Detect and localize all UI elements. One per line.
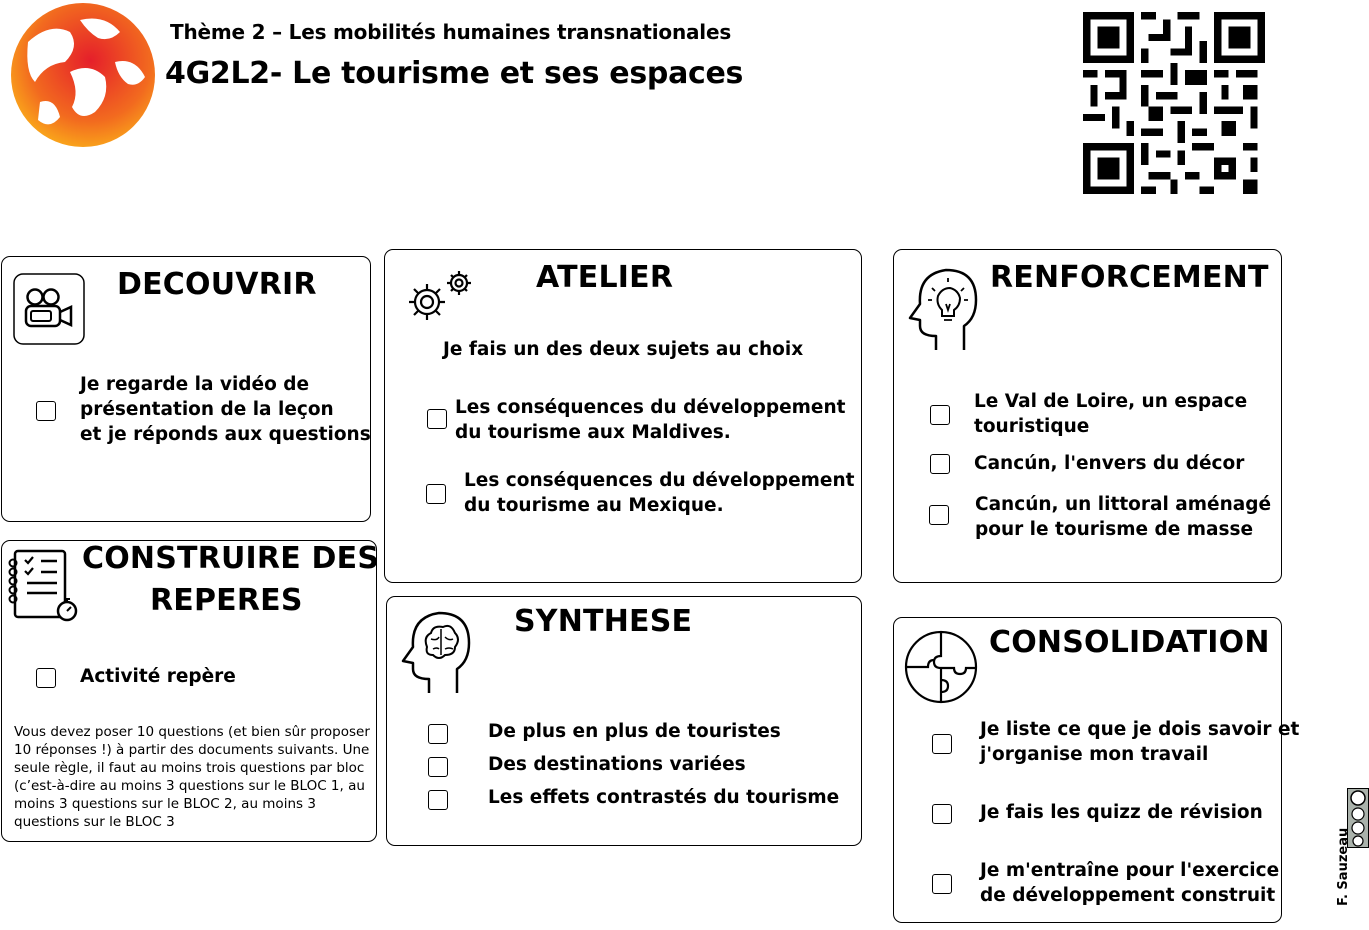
consolidation-checkbox-3[interactable] [932, 874, 952, 894]
renforcement-item-1-line: Le Val de Loire, un espace [974, 391, 1248, 412]
synthese-checkbox-3[interactable] [428, 790, 448, 810]
atelier-option-2-line: Les conséquences du développement [464, 470, 855, 491]
consolidation-checkbox-1[interactable] [932, 734, 952, 754]
synthese-title: SYNTHESE [514, 604, 693, 639]
synthese-item-2: Des destinations variées [488, 754, 746, 775]
renforcement-checkbox-2[interactable] [930, 454, 950, 474]
decouvrir-card [1, 256, 371, 522]
reperes-checkbox[interactable] [36, 668, 56, 688]
head-brain-icon [399, 607, 473, 697]
consolidation-item-3-line: de développement construit [980, 885, 1276, 906]
atelier-option-2-line: du tourisme au Mexique. [464, 495, 724, 516]
qr-code[interactable] [1083, 12, 1265, 194]
atelier-checkbox-1[interactable] [427, 409, 447, 429]
reperes-title: REPERES [150, 583, 303, 618]
reperes-note-line: Vous devez poser 10 questions (et bien sûr proposer [14, 724, 370, 740]
renforcement-item-2: Cancún, l'envers du décor [974, 453, 1245, 474]
decouvrir-line: présentation de la leçon [80, 399, 334, 420]
synthese-card [386, 596, 862, 846]
consolidation-checkbox-2[interactable] [932, 804, 952, 824]
reperes-card [1, 540, 380, 842]
renforcement-checkbox-3[interactable] [929, 505, 949, 525]
head-lightbulb-icon [906, 264, 980, 354]
reperes-note-line: 10 réponses !) à partir des documents suivants. Une [14, 742, 370, 758]
reperes-item: Activité repère [80, 666, 236, 687]
atelier-title: ATELIER [536, 260, 674, 295]
consolidation-item-1-line: j'organise mon travail [980, 744, 1209, 765]
synthese-checkbox-1[interactable] [428, 724, 448, 744]
atelier-option-1-line: Les conséquences du développement [455, 397, 846, 418]
renforcement-card [893, 249, 1282, 583]
consolidation-title: CONSOLIDATION [989, 625, 1270, 660]
reperes-note-line: questions sur le BLOC 3 [14, 814, 175, 830]
gears-icon [401, 266, 479, 328]
puzzle-icon [904, 630, 978, 704]
video-camera-icon [13, 273, 85, 345]
page-title: 4G2L2- Le tourisme et ses espaces [165, 56, 744, 91]
synthese-item-3: Les effets contrastés du tourisme [488, 787, 840, 808]
synthese-item-1: De plus en plus de touristes [488, 721, 781, 742]
atelier-option-1-line: du tourisme aux Maldives. [455, 422, 731, 443]
renforcement-checkbox-1[interactable] [930, 405, 950, 425]
reperes-note-line: (c’est-à-dire au moins 3 questions sur le BLOC 1, au [14, 778, 365, 794]
renforcement-item-3-line: pour le tourisme de masse [975, 519, 1254, 540]
checklist-timer-icon [7, 547, 81, 625]
author-credit: F. Sauzeau [1336, 827, 1351, 906]
decouvrir-line: Je regarde la vidéo de [80, 374, 310, 395]
renforcement-item-1-line: touristique [974, 416, 1090, 437]
atelier-subtitle: Je fais un des deux sujets au choix [443, 339, 804, 360]
theme-heading: Thème 2 – Les mobilités humaines transnationales [170, 20, 732, 44]
renforcement-item-3-line: Cancún, un littoral aménagé [975, 494, 1272, 515]
atelier-checkbox-2[interactable] [426, 484, 446, 504]
renforcement-title: RENFORCEMENT [990, 260, 1269, 295]
consolidation-item-3-line: Je m'entraîne pour l'exercice [980, 860, 1280, 881]
decouvrir-checkbox[interactable] [36, 401, 56, 421]
consolidation-card [893, 617, 1300, 923]
consolidation-item-1-line: Je liste ce que je dois savoir et [980, 719, 1300, 740]
consolidation-item-2: Je fais les quizz de révision [980, 802, 1263, 823]
reperes-title: CONSTRUIRE DES [82, 541, 380, 576]
reperes-note-line: seule règle, il faut au moins trois questions par bloc [14, 760, 365, 776]
atelier-card [384, 249, 862, 583]
reperes-note-line: moins 3 questions sur le BLOC 2, au moins 3 [14, 796, 316, 812]
synthese-checkbox-2[interactable] [428, 757, 448, 777]
decouvrir-title: DECOUVRIR [117, 267, 317, 302]
decouvrir-line: et je réponds aux questions [80, 424, 371, 445]
globe-logo [10, 2, 156, 148]
